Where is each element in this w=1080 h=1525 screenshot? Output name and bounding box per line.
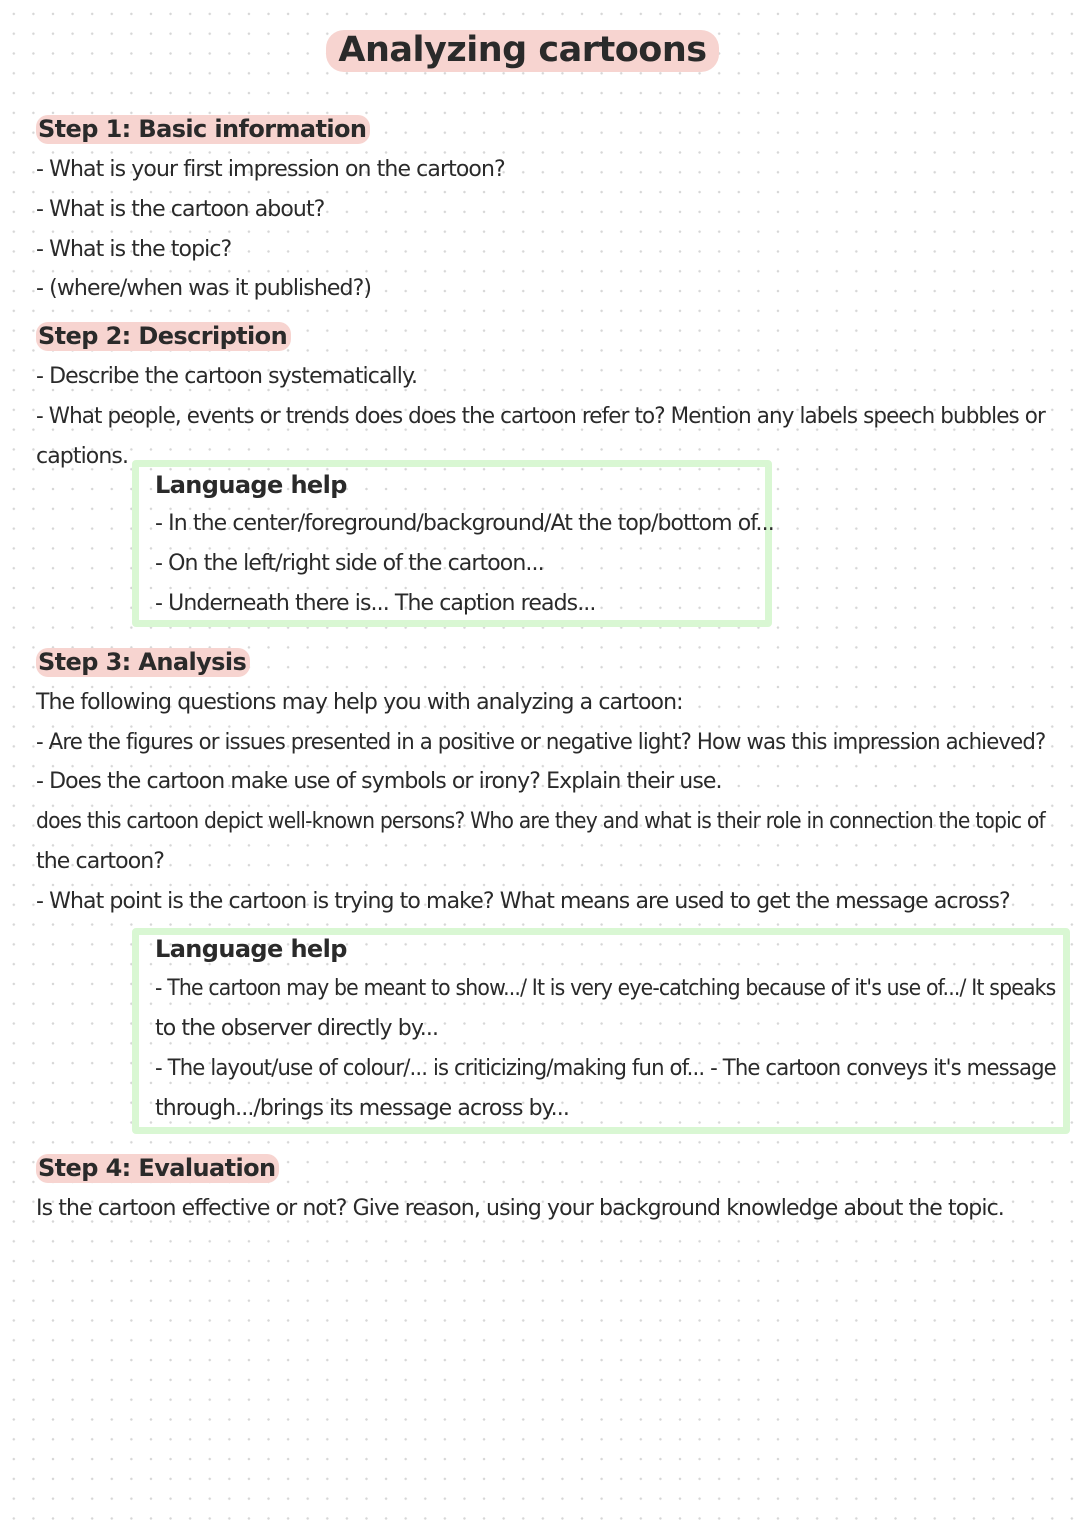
step3-language-help-line: through.../brings its message across by... <box>155 1096 569 1121</box>
step3-language-help-line: - The cartoon may be meant to show.../ It is very eye-catching because of it's use of.../ It speaks <box>155 976 1056 1001</box>
step4-heading <box>36 1153 279 1183</box>
step2-line: - Describe the cartoon systematically. <box>36 364 418 389</box>
step3-line: The following questions may help you with analyzing a cartoon: <box>36 690 683 715</box>
step1-heading-text: Step 1: Basic information <box>36 115 370 144</box>
step2-line: - What people, events or trends does does the cartoon refer to? Mention any labels speech bubbles or <box>36 404 1045 429</box>
step2-language-help-line: - Underneath there is... The caption reads... <box>155 591 596 616</box>
page-title <box>0 30 1045 70</box>
step4-line: Is the cartoon effective or not? Give reason, using your background knowledge about the topic. <box>36 1196 1004 1221</box>
step3-line: - What point is the cartoon is trying to make? What means are used to get the message across? <box>36 889 1010 914</box>
step2-heading-text: Step 2: Description <box>36 322 291 351</box>
step1-line: - What is the cartoon about? <box>36 197 325 222</box>
step2-language-help-title: Language help <box>155 471 347 499</box>
step3-language-help-line: - The layout/use of colour/... is criticizing/making fun of... - The cartoon conveys it's message <box>155 1056 1056 1081</box>
step2-language-help-line: - In the center/foreground/background/At the top/bottom of... <box>155 511 774 536</box>
step3-line: the cartoon? <box>36 849 165 874</box>
step3-line: does this cartoon depict well-known persons? Who are they and what is their role in connection the topic of <box>36 809 1045 834</box>
step4-heading-text: Step 4: Evaluation <box>36 1154 279 1183</box>
step3-heading-text: Step 3: Analysis <box>36 648 250 677</box>
step2-line: captions. <box>36 444 129 469</box>
step2-language-help-line: - On the left/right side of the cartoon... <box>155 551 544 576</box>
step3-language-help-line: to the observer directly by... <box>155 1016 439 1041</box>
step1-line: - (where/when was it published?) <box>36 276 372 301</box>
page-title-text: Analyzing cartoons <box>326 30 718 72</box>
step2-heading <box>36 321 291 351</box>
step3-line: - Does the cartoon make use of symbols or irony? Explain their use. <box>36 769 722 794</box>
step1-heading <box>36 114 370 144</box>
step1-line: - What is your first impression on the cartoon? <box>36 157 505 182</box>
step3-heading <box>36 647 250 677</box>
step3-language-help-title: Language help <box>155 935 347 963</box>
step1-line: - What is the topic? <box>36 237 232 262</box>
step3-line: - Are the figures or issues presented in a positive or negative light? How was this impression achieved? <box>36 730 1046 755</box>
